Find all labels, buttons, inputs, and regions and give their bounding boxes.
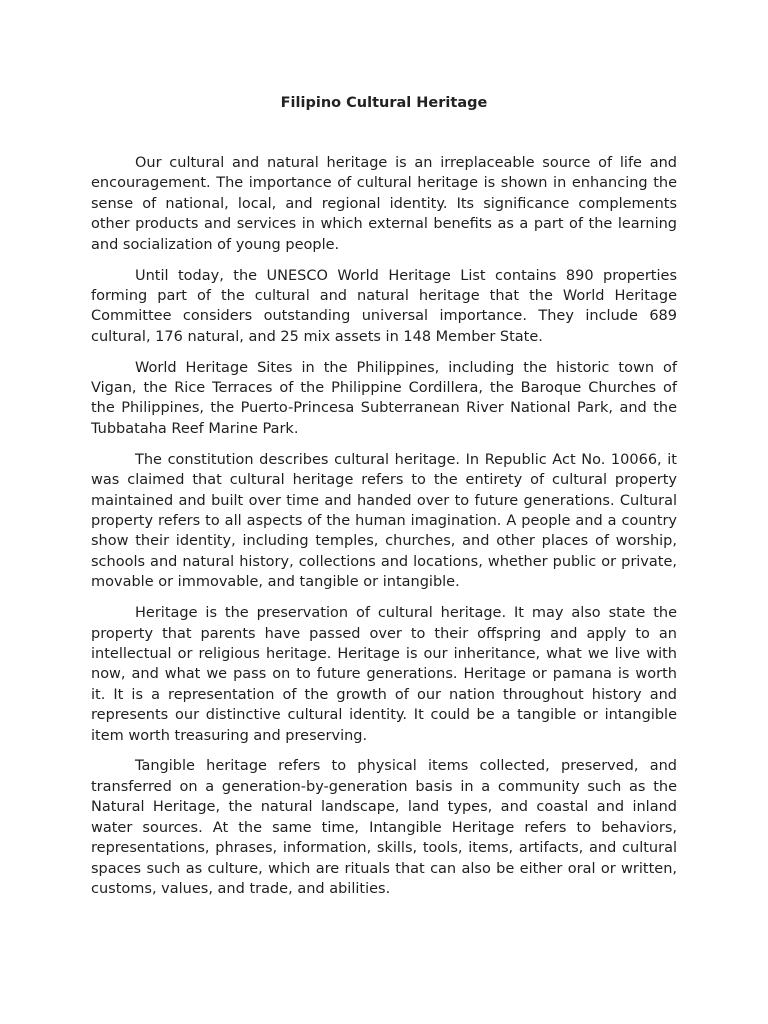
- document-title: Filipino Cultural Heritage: [280, 95, 488, 111]
- paragraph-5: Heritage is the preservation of cultural heritage. It may also state the property that parents have passed over to their offspring and apply to an intellectual or religious heritage. Heritage is our inheritance, what we live with now, and what we pass on to future generations. Heritage or pamana is worth it. It is a representation of the growth of our nation throughout history and represents our distinctive cultural identity. It could be a tangible or intangible item worth treasuring and preserving.: [91, 605, 677, 744]
- paragraph-6: Tangible heritage refers to physical items collected, preserved, and transferred on a generation-by-generation basis in a community such as the Natural Heritage, the natural landscape, land types, and coastal and inland water sources. At the same time, Intangible Heritage refers to behaviors, representations, phrases, information, skills, tools, items, artifacts, and cultural spaces such as culture, which are rituals that can also be either oral or written, customs, values, and trade, and abilities.: [91, 758, 677, 897]
- paragraph-1: Our cultural and natural heritage is an irreplaceable source of life and encouragement. The importance of cultural heritage is shown in enhancing the sense of national, local, and regional identity. Its significance complements other products and services in which external benefits as a part of the learning and socialization of young people.: [91, 155, 677, 253]
- document-body: [91, 153, 677, 910]
- paragraph-3: World Heritage Sites in the Philippines, including the historic town of Vigan, the Rice Terraces of the Philippine Cordillera, the Baroque Churches of the Philippines, the Puerto-Princesa Subterranean River National Park, and the Tubbataha Reef Marine Park.: [91, 359, 677, 437]
- paragraph-4: The constitution describes cultural heritage. In Republic Act No. 10066, it was claimed that cultural heritage refers to the entirety of cultural property maintained and built over time and handed over to future generations. Cultural property refers to all aspects of the human imagination. A people and a country show their identity, including temples, churches, and other places of worship, schools and natural history, collections and locations, whether public or private, movable or immovable, and tangible or intangible.: [91, 451, 677, 591]
- paragraph-2: Until today, the UNESCO World Heritage List contains 890 properties forming part of the cultural and natural heritage that the World Heritage Committee considers outstanding universal importance. They include 689 cultural, 176 natural, and 25 mix assets in 148 Member State.: [91, 267, 677, 345]
